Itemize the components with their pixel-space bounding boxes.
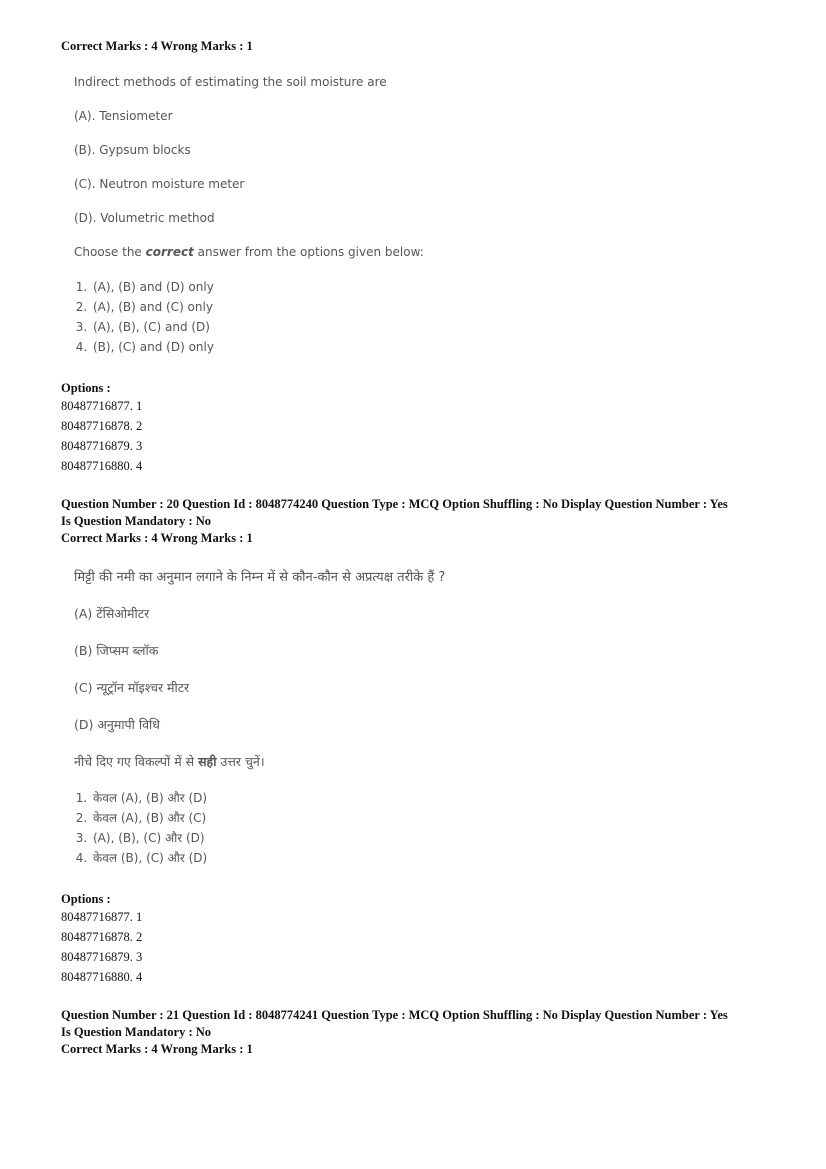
q20-instruction: नीचे दिए गए विकल्पों में से सही उत्तर चुनें। [74,754,265,769]
q20-marks: Correct Marks : 4 Wrong Marks : 1 [61,531,253,545]
q19-choice-list [74,277,781,357]
q19-instruction: Choose the correct answer from the options given below: [74,245,424,259]
q19-options-title: Options : [61,381,111,395]
q20-option-3: 80487716879. 3 [61,950,143,964]
page [61,38,781,1058]
q19-item-b: (B). Gypsum blocks [74,143,191,157]
q20-header: Question Number : 20 Question Id : 8048774240 Question Type : MCQ Option Shuffling : No Display Question Number : Yes [61,497,728,511]
q20-choice-4: 4. केवल (B), (C) और (D) [91,848,781,868]
q21-block [61,1007,781,1058]
q19-item-c: (C). Neutron moisture meter [74,177,245,191]
q19-choice-4: 4. (B), (C) and (D) only [91,337,781,357]
q20-stem: मिट्टी की नमी का अनुमान लगाने के निम्न में से कौन-कौन से अप्रत्यक्ष तरीके हैं ? [74,570,446,585]
q20-item-d: (D) अनुमापी विधि [74,717,160,732]
q19-option-1: 80487716877. 1 [61,399,143,413]
q20-option-4: 80487716880. 4 [61,970,143,984]
q19-marks: Correct Marks : 4 Wrong Marks : 1 [61,39,253,53]
q19-choice-1: 1. (A), (B) and (D) only [91,277,781,297]
q20-option-1: 80487716877. 1 [61,910,143,924]
q20-options [61,892,781,987]
q20-item-c: (C) न्यूट्रॉन मॉइश्चर मीटर [74,680,190,695]
q21-mandatory: Is Question Mandatory : No [61,1025,212,1039]
q19-item-a: (A). Tensiometer [74,109,173,123]
q19-option-4: 80487716880. 4 [61,459,143,473]
q20-mandatory: Is Question Mandatory : No [61,514,212,528]
q21-marks: Correct Marks : 4 Wrong Marks : 1 [61,1042,253,1056]
q20-choice-2: 2. केवल (A), (B) और (C) [91,808,781,828]
q19-option-2: 80487716878. 2 [61,419,143,433]
q20-item-b: (B) जिप्सम ब्लॉक [74,643,159,658]
q19-choice-2: 2. (A), (B) and (C) only [91,297,781,317]
q20-choice-1: 1. केवल (A), (B) और (D) [91,788,781,808]
q19-option-3: 80487716879. 3 [61,439,143,453]
q19-options [61,381,781,476]
q20-item-a: (A) टेंसिओमीटर [74,606,150,621]
q19-stem: Indirect methods of estimating the soil moisture are [74,75,387,89]
q20-options-title: Options : [61,892,111,906]
q21-header: Question Number : 21 Question Id : 8048774241 Question Type : MCQ Option Shuffling : No Display Question Number : Yes [61,1008,728,1022]
q20-choice-list [74,788,781,868]
q20-question-image [61,567,781,868]
q20-block [61,496,781,987]
q19-question-image [61,75,781,357]
q20-option-2: 80487716878. 2 [61,930,143,944]
q19-choice-3: 3. (A), (B), (C) and (D) [91,317,781,337]
q20-choice-3: 3. (A), (B), (C) और (D) [91,828,781,848]
q19-item-d: (D). Volumetric method [74,211,215,225]
